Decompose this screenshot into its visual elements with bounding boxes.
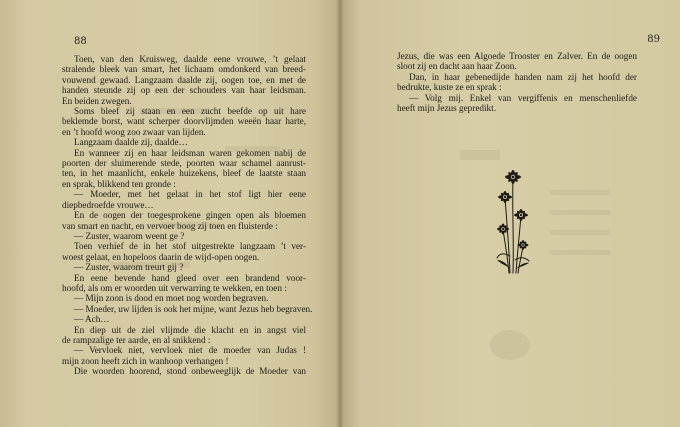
show-through-mark xyxy=(490,330,530,360)
page-number-left: 88 xyxy=(74,36,87,47)
text-line: bedrukte, kuste ze en sprak : xyxy=(397,82,502,93)
text-line: ten, in het maanlicht, enkele huizekens, bleef de laatste staan xyxy=(62,168,306,179)
book-gutter xyxy=(336,0,344,427)
left-page-text xyxy=(62,54,313,377)
text-line: Toen, van den Kruisweg, daalde eene vrouwe, ’t gelaat xyxy=(74,54,306,64)
text-line: — Zuster, waarom treurt gij ? xyxy=(74,262,184,273)
text-line: — Volg mij. Enkel van vergiffenis en menschenliefde xyxy=(409,92,637,103)
text-line: Toen verhief de in het stof uitgestrekte langzaam ’t ver- xyxy=(74,241,306,252)
text-line: woest gelaat, en hopeloos daarin de wijd-open oogen. xyxy=(62,251,260,262)
text-line: sloot zij en dacht aan haar Zoon. xyxy=(397,61,517,72)
text-line: — Vervloek niet, vervloek niet de moeder van Judas ! xyxy=(74,345,306,356)
text-line: en ’t hoofd woog zoo zwaar van lijden. xyxy=(62,126,206,137)
show-through-mark xyxy=(550,250,610,255)
page-number-right: 89 xyxy=(647,34,660,45)
right-page-text xyxy=(397,51,637,113)
text-line: Jezus, die was een Algoede Trooster en Zalver. En de oogen xyxy=(397,51,637,61)
text-line: En diep uit de ziel vlijmde die klacht en in angst viel xyxy=(74,324,306,335)
text-line: en sprak, blikkend ten gronde : xyxy=(62,178,176,189)
text-line: poorten der sluimerende stede, poorten waar schamel aanrust- xyxy=(62,158,306,169)
show-through-mark xyxy=(550,210,610,215)
text-line: handen steunde zij op een der schouders van haar leidsman. xyxy=(62,85,306,96)
show-through-mark xyxy=(460,150,500,160)
text-line: — Ach… xyxy=(74,314,110,325)
text-line: — Moeder, uw lijden is ook het mijne, want Jezus heb begraven. xyxy=(74,303,313,314)
text-line: — Moeder, met het gelaat in het stof ligt hier eene xyxy=(74,189,306,200)
text-line: En eene bevende hand gleed over een brandend voor- xyxy=(74,272,306,283)
show-through-mark xyxy=(550,190,610,195)
text-line: beklemde borst, want scherper doorvlijmden weeën haar harte, xyxy=(62,116,306,127)
show-through-mark xyxy=(550,230,610,235)
text-line: Dan, in haar gebenedijde handen nam zij het hoofd der xyxy=(409,71,637,82)
text-line: En beiden zwegen. xyxy=(62,95,132,106)
text-line: En de oogen der toegesprokene gingen open als bloemen xyxy=(74,210,306,221)
text-line: En wanneer zij en haar leidsman waren gekomen nabij de xyxy=(74,147,306,158)
text-line: stralende bleek van smart, het lichaam omdonkerd van breed- xyxy=(62,64,306,75)
text-line: van smart en nacht, en vervoer boog zij toen en fluisterde : xyxy=(62,220,278,231)
text-line: hoofd, als om er woorden uit verwarring te wekken, en toen : xyxy=(62,282,287,293)
text-line: Soms bleef zij staan en een zucht beefde op uit hare xyxy=(74,106,306,117)
text-line: diepbedroefde vrouwe… xyxy=(62,199,154,210)
text-line: — Mijn zoon is dood en moet nog worden begraven. xyxy=(74,293,269,304)
text-line: mijn zoon heeft zich in wanhoop verhangen ! xyxy=(62,355,229,366)
text-line: de rampzalige ter aarde, en al snikkend : xyxy=(62,334,211,345)
daisy-flower-icon xyxy=(493,168,533,278)
text-line: heeft mijn Jezus gepredikt. xyxy=(397,103,496,114)
text-line: Langzaam daalde zij, daalde… xyxy=(74,137,188,148)
text-line: Die woorden hoorend, stond onbeweeglijk de Moeder van xyxy=(74,366,306,377)
text-line: — Zuster, waarom weent ge ? xyxy=(74,230,185,241)
text-line: vouwend gewaad. Langzaam daalde zij, oogen toe, en met de xyxy=(62,74,306,85)
